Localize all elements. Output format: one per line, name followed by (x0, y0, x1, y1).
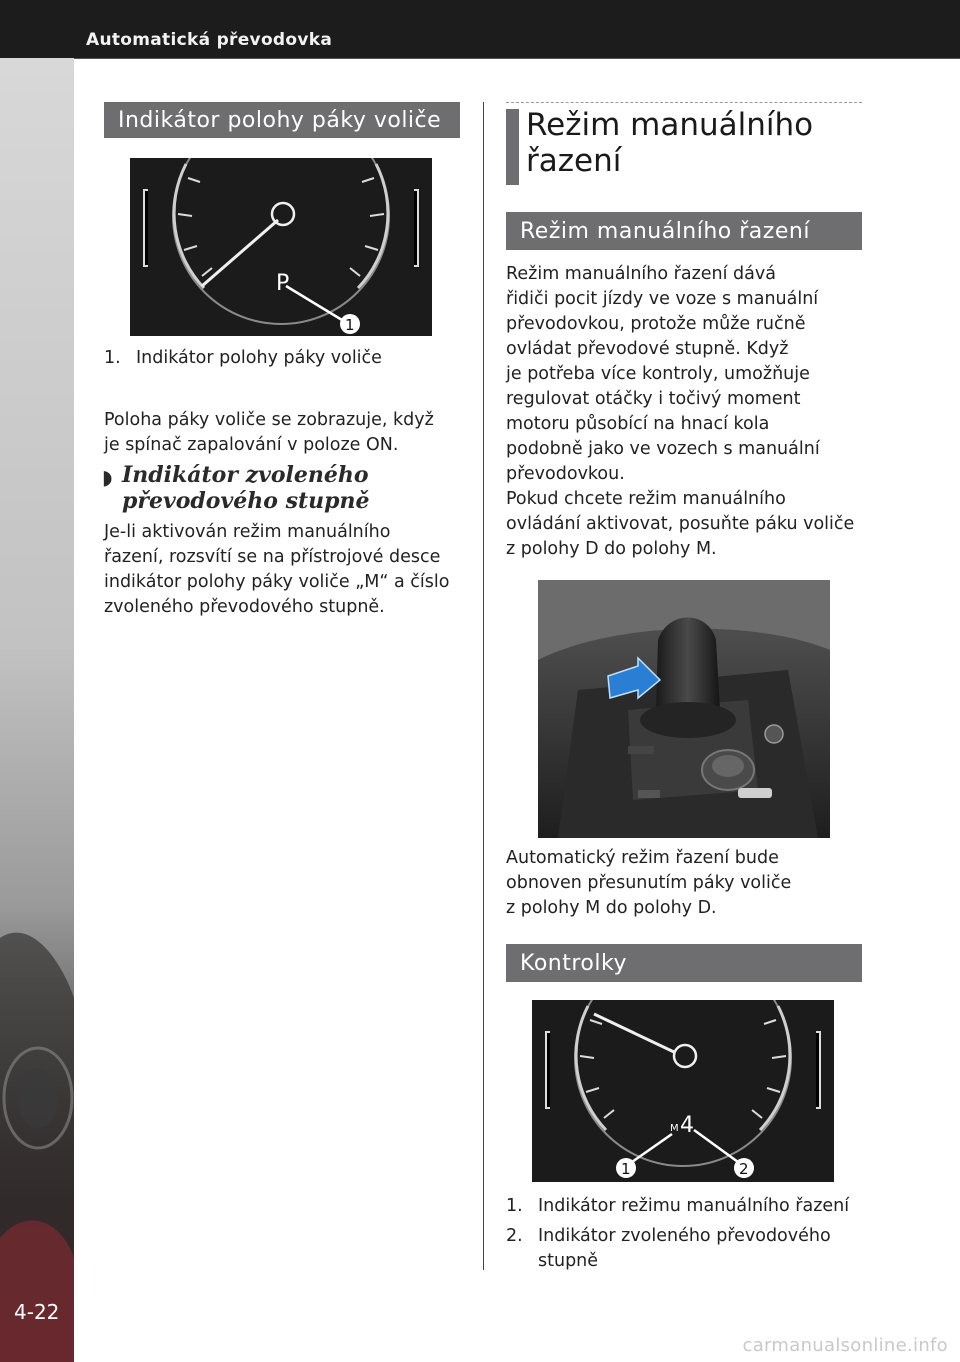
callout-1: 1 (621, 1160, 631, 1178)
paragraph-auto-mode-restore: Automatický režim řazení bude obnoven přesunutím páky voliče z polohy M do polohy D. (506, 848, 792, 918)
section-title-manual-mode: Režim manuálního řazení (506, 212, 862, 250)
figure-selector-position-gauge (130, 158, 432, 336)
gauge-illustration-manual (532, 1000, 834, 1182)
photo-gear-selector (538, 580, 830, 838)
list-item: 2. Indikátor zvoleného převodového stupně (506, 1226, 831, 1271)
main-title-block (506, 102, 862, 183)
main-title: Režim manuálního řazení (526, 107, 814, 179)
legend-list-right (506, 1194, 876, 1279)
list-item: 1. Indikátor režimu manuálního řazení (506, 1196, 850, 1216)
gear-letter-p: P (276, 271, 290, 296)
paragraph-manual-mode-indicator: Je-li aktivován režim manuálního řazení, rozsvítí se na přístrojové desce indikátor polohy páky voliče „M“ a číslo zvoleného převodového stupně. (104, 522, 450, 617)
callout-1: 1 (345, 316, 355, 334)
legend-list-left (104, 346, 474, 376)
page-number: 4-22 (14, 1300, 60, 1324)
figure-manual-mode-gauge (532, 1000, 834, 1182)
title-accent-bar (506, 109, 519, 185)
mode-letter-m: M (670, 1123, 679, 1134)
watermark: carmanualsonline.info (742, 1335, 948, 1356)
header-title: Automatická převodovka (86, 30, 333, 50)
paragraph-manual-mode-description: Režim manuálního řazení dává řidiči pocit jízdy ve voze s manuální převodovkou, protože může ručně ovládat převodové stupně. Když je potřeba více kontroly, umožňuje regulovat otáčky i točivý moment motoru působící na hnací kola podobně jako ve vozech s manuální převodovkou. Pokud chcete režim manuálního ovládání aktivovat, posuňte páku voliče z polohy D do polohy M. (506, 264, 855, 559)
section-title-selector-indicator: Indikátor polohy páky voliče (104, 102, 460, 138)
section-title-indicators: Kontrolky (506, 944, 862, 982)
paragraph-selector-display: Poloha páky voliče se zobrazuje, když je spínač zapalování v poloze ON. (104, 410, 434, 455)
gear-number: 4 (680, 1113, 694, 1138)
subheading-arrow-icon: ◗ (102, 465, 113, 489)
page-header (0, 0, 960, 59)
gauge-illustration (130, 158, 432, 336)
left-decorative-strip (0, 58, 74, 1362)
list-item: 1. Indikátor polohy páky voliče (104, 348, 382, 368)
callout-2: 2 (739, 1160, 749, 1178)
column-divider (483, 102, 484, 1270)
subheading-selected-gear: ◗ Indikátor zvoleného převodového stupně (102, 462, 370, 514)
car-interior-decoration (0, 58, 74, 1362)
gear-selector-illustration (538, 580, 830, 838)
